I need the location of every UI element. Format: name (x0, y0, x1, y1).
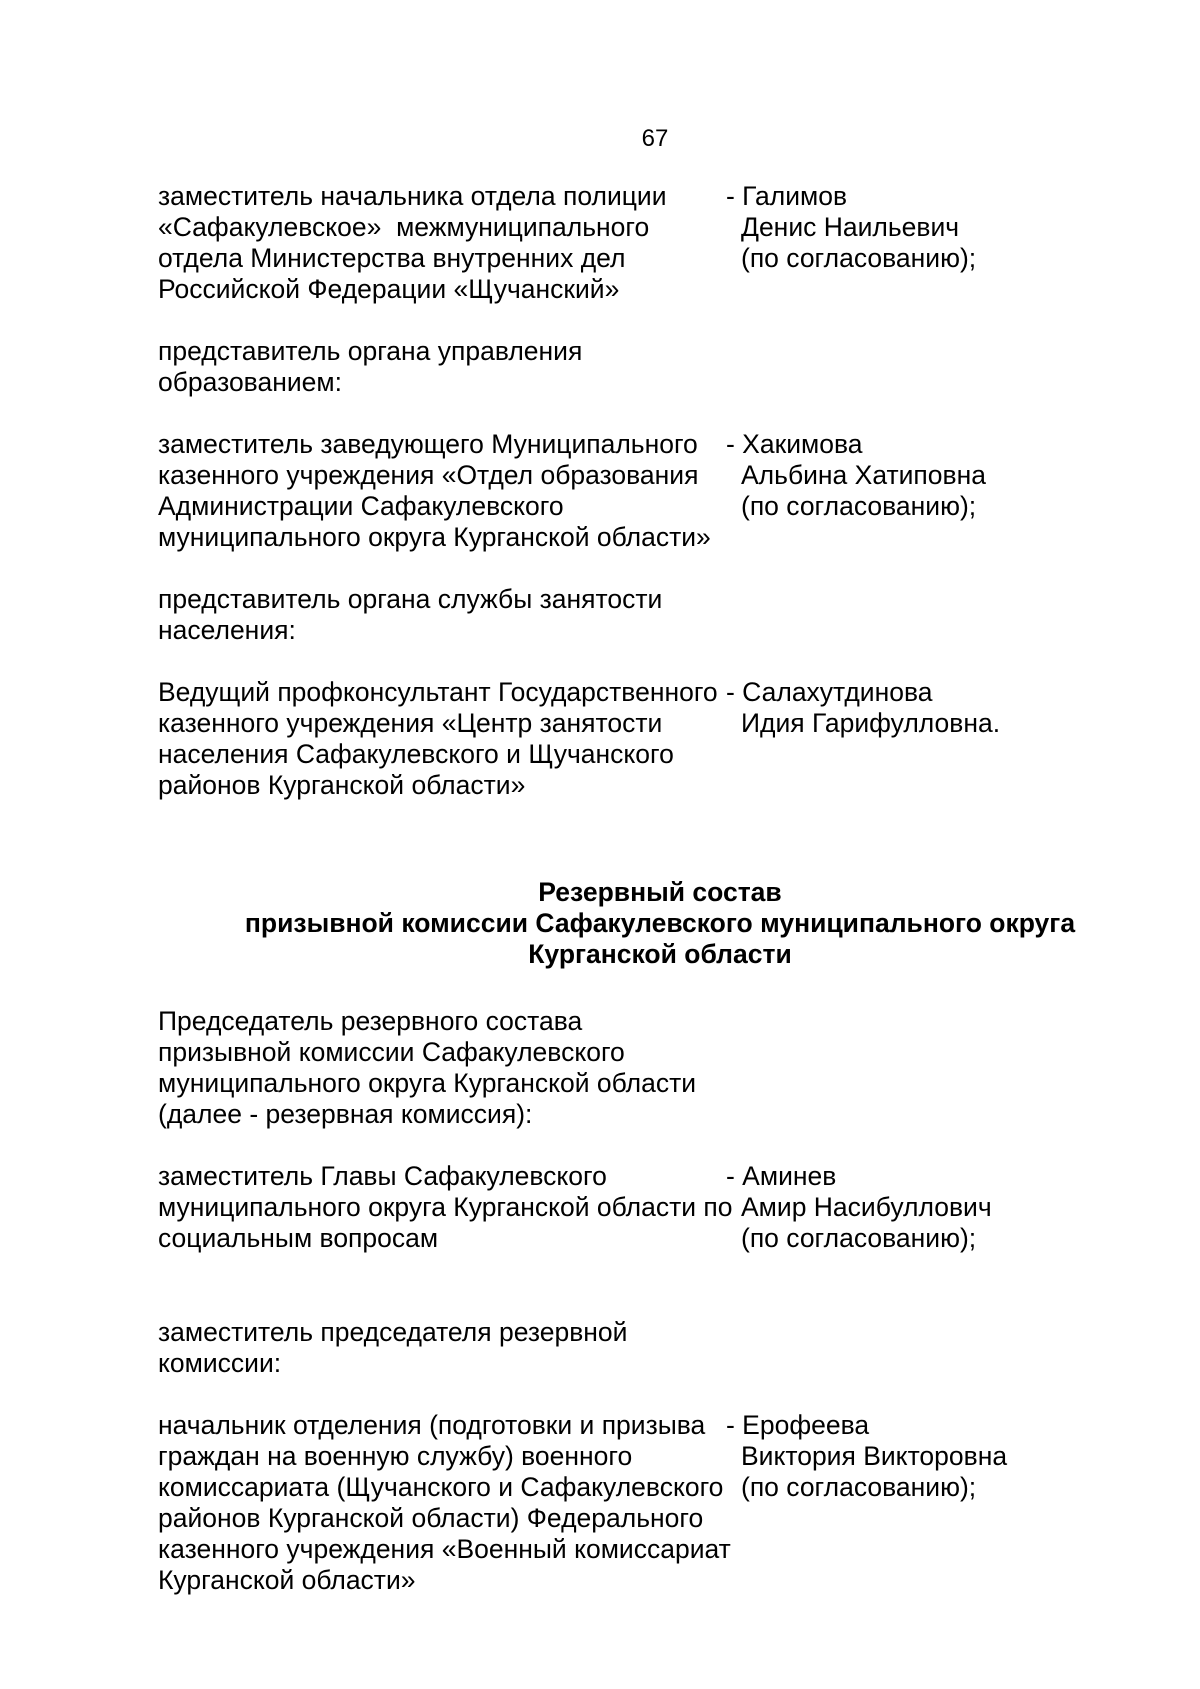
section-label-text: Председатель резервного состава призывной комиссии Сафакулевского муниципального округа Курганской области (далее - резервная комиссия): (158, 1006, 697, 1129)
position-text: заместитель Главы Сафакулевского муниципального округа Курганской области по социальным вопросам (158, 1161, 733, 1253)
member-name: - Аминев Амир Насибуллович (по согласованию); (726, 1161, 992, 1253)
member-name: - Салахутдинова Идия Гарифулловна. (726, 677, 1001, 738)
position-text: Ведущий профконсультант Государственного казенного учреждения «Центр занятости населения Сафакулевского и Щучанского районов Курганской области» (158, 677, 718, 800)
member-name: - Хакимова Альбина Хатиповна (по согласованию); (726, 429, 986, 521)
section-label-text: представитель органа управления образованием: (158, 336, 583, 397)
member-name: - Галимов Денис Наильевич (по согласованию); (726, 181, 977, 273)
position-text: начальник отделения (подготовки и призыва граждан на военную службу) военного комиссариата (Щучанского и Сафакулевского районов Курганской области) Федерального казенного учреждения «Военный комиссариат Курганской области» (158, 1410, 731, 1595)
position-text: заместитель начальника отдела полиции «Сафакулевское» межмуниципального отдела Министерства внутренних дел Российской Федерации «Щучанский» (158, 181, 667, 304)
member-name: - Ерофеева Виктория Викторовна (по согласованию); (726, 1410, 1008, 1502)
section-label-text: представитель органа службы занятости населения: (158, 584, 663, 645)
position-text: заместитель заведующего Муниципального казенного учреждения «Отдел образования Администрации Сафакулевского муниципального округа Курганской области» (158, 429, 711, 552)
page-number: 67 (641, 125, 669, 152)
section-label-text: заместитель председателя резервной комиссии: (158, 1317, 628, 1378)
section-heading: Резервный состав призывной комиссии Сафакулевского муниципального округа Курганской области (244, 877, 1076, 969)
